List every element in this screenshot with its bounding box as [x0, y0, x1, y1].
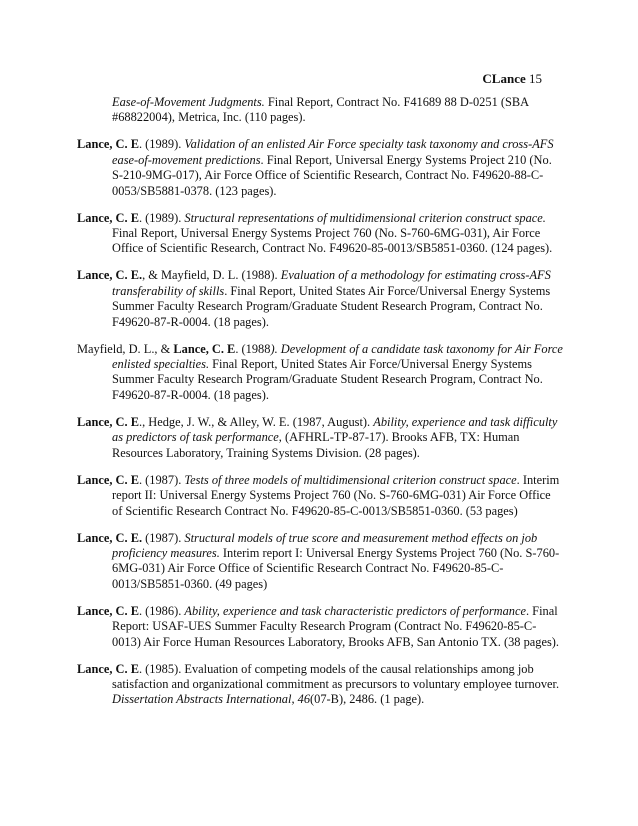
citation-text: , & Mayfield, D. L. (1988).	[142, 268, 281, 283]
author-name: Lance, C. E	[77, 661, 139, 676]
citation-text: Final Report, United States Air Force/Universal Energy Systems Summer Faculty Research Program/Graduate Student Research Program, Contract No. F49620-87-R-0004. (18 pages).	[112, 357, 543, 402]
title-text: Structural models of true score and measurement method effects on job proficiency measures.	[112, 530, 538, 560]
citation-text: . (1985). Evaluation of competing models of the causal relationships among job satisfaction and organizational commitment as precursors to voluntary employee turnover.	[112, 661, 560, 691]
citation-text: . (1986).	[138, 603, 185, 618]
title-text: Tests of three models of multidimensional criterion construct space	[184, 472, 517, 487]
author-name: Lance, C. E	[173, 341, 236, 356]
citation-text: . Final Report, Universal Energy Systems Project 210 (No. S-210-9MG-017), Air Force Office of Scientific Research, Contract No. F49620-88-C-0053/SB5881-0378. (123 pages).	[112, 152, 552, 198]
reference-entry	[77, 604, 564, 650]
title-text: Validation of an enlisted Air Force specialty task taxonomy and cross-AFS ease-of-movement predictions	[112, 137, 554, 167]
author-name: Lance, C. E.	[77, 530, 143, 545]
reference-entry	[77, 342, 564, 404]
author-name: Lance, C. E	[77, 603, 139, 618]
citation-text: Final Report, Contract No. F41689 88 D-0251 (SBA #68822004), Metrica, Inc. (110 pages).	[112, 95, 529, 125]
citation-text: (07-B), 2486. (1 page).	[310, 692, 425, 707]
citation-text: , (AFHRL-TP-87-17). Brooks AFB, TX: Human Resources Laboratory, Training Systems Division. (28 pages).	[112, 430, 520, 460]
reference-entry	[77, 137, 564, 199]
reference-entry	[77, 415, 564, 461]
citation-text: . (1989).	[138, 137, 185, 152]
author-name: Lance, C. E.	[77, 268, 143, 283]
citation-text: Final Report, Universal Energy Systems Project 760 (No. S-760-6MG-031), Air Force Office of Scientific Research, Contract No. F49620-85-0013/SB5851-0360. (124 pages).	[112, 226, 553, 256]
page-number: 15	[529, 71, 542, 86]
citation-text: Mayfield, D. L., &	[77, 341, 174, 356]
citation-text: . (1987).	[138, 472, 185, 487]
citation-text: . (1988	[235, 341, 271, 356]
title-text: Ability, experience and task difficulty as predictors of task performance	[112, 414, 558, 445]
header-name: CLance	[482, 71, 526, 86]
author-name: Lance, C. E	[77, 137, 139, 152]
title-text: Ability, experience and task characteristic predictors of performance	[184, 603, 526, 618]
reference-entry	[77, 531, 564, 593]
reference-entry	[77, 211, 564, 257]
title-text: Ease-of-Movement Judgments.	[112, 95, 265, 109]
citation-text: (1987).	[142, 530, 185, 545]
citation-text: . Final Report: USAF-UES Summer Faculty Research Program (Contract No. F49620-85-C-0013) Air Force Human Resources Laboratory, Brooks AFB, San Antonio TX. (38 pages).	[112, 603, 560, 649]
citation-text: Interim report I: Universal Energy Systems Project 760 (No. S-760-6MG-031) Air Force Office of Scientific Research Contract No. F49620-85-C-0013/SB5851-0360. (49 pages)	[112, 545, 560, 591]
page-header	[482, 71, 542, 87]
reference-list	[77, 95, 564, 719]
reference-entry	[77, 662, 564, 708]
author-name: Lance, C. E	[77, 210, 139, 225]
author-name: Lance, C. E	[77, 472, 139, 487]
citation-text: . Final Report, United States Air Force/Universal Energy Systems Summer Faculty Research Program/Graduate Student Research Program, Contract No. F49620-87-R-0004. (18 pages).	[112, 283, 551, 329]
title-text: Structural representations of multidimensional criterion construct space.	[184, 210, 546, 225]
reference-entry	[77, 268, 564, 330]
reference-entry	[77, 473, 564, 519]
title-text: ). Development of a candidate task taxonomy for Air Force enlisted specialties.	[112, 341, 563, 372]
reference-entry	[77, 95, 564, 126]
citation-text: . Interim report II: Universal Energy Systems Project 760 (No. S-760-6MG-031) Air Force Office of Scientific Research Contract No. F49620-85-C-0013/SB5851-0360. (53 pages)	[112, 472, 560, 518]
citation-text: ., Hedge, J. W., & Alley, W. E. (1987, August).	[138, 414, 374, 429]
author-name: Lance, C. E	[77, 414, 139, 429]
title-text: Evaluation of a methodology for estimating cross-AFS transferability of skills	[112, 268, 551, 298]
title-text: Dissertation Abstracts International, 46	[112, 692, 311, 707]
citation-text: . (1989).	[138, 210, 185, 225]
